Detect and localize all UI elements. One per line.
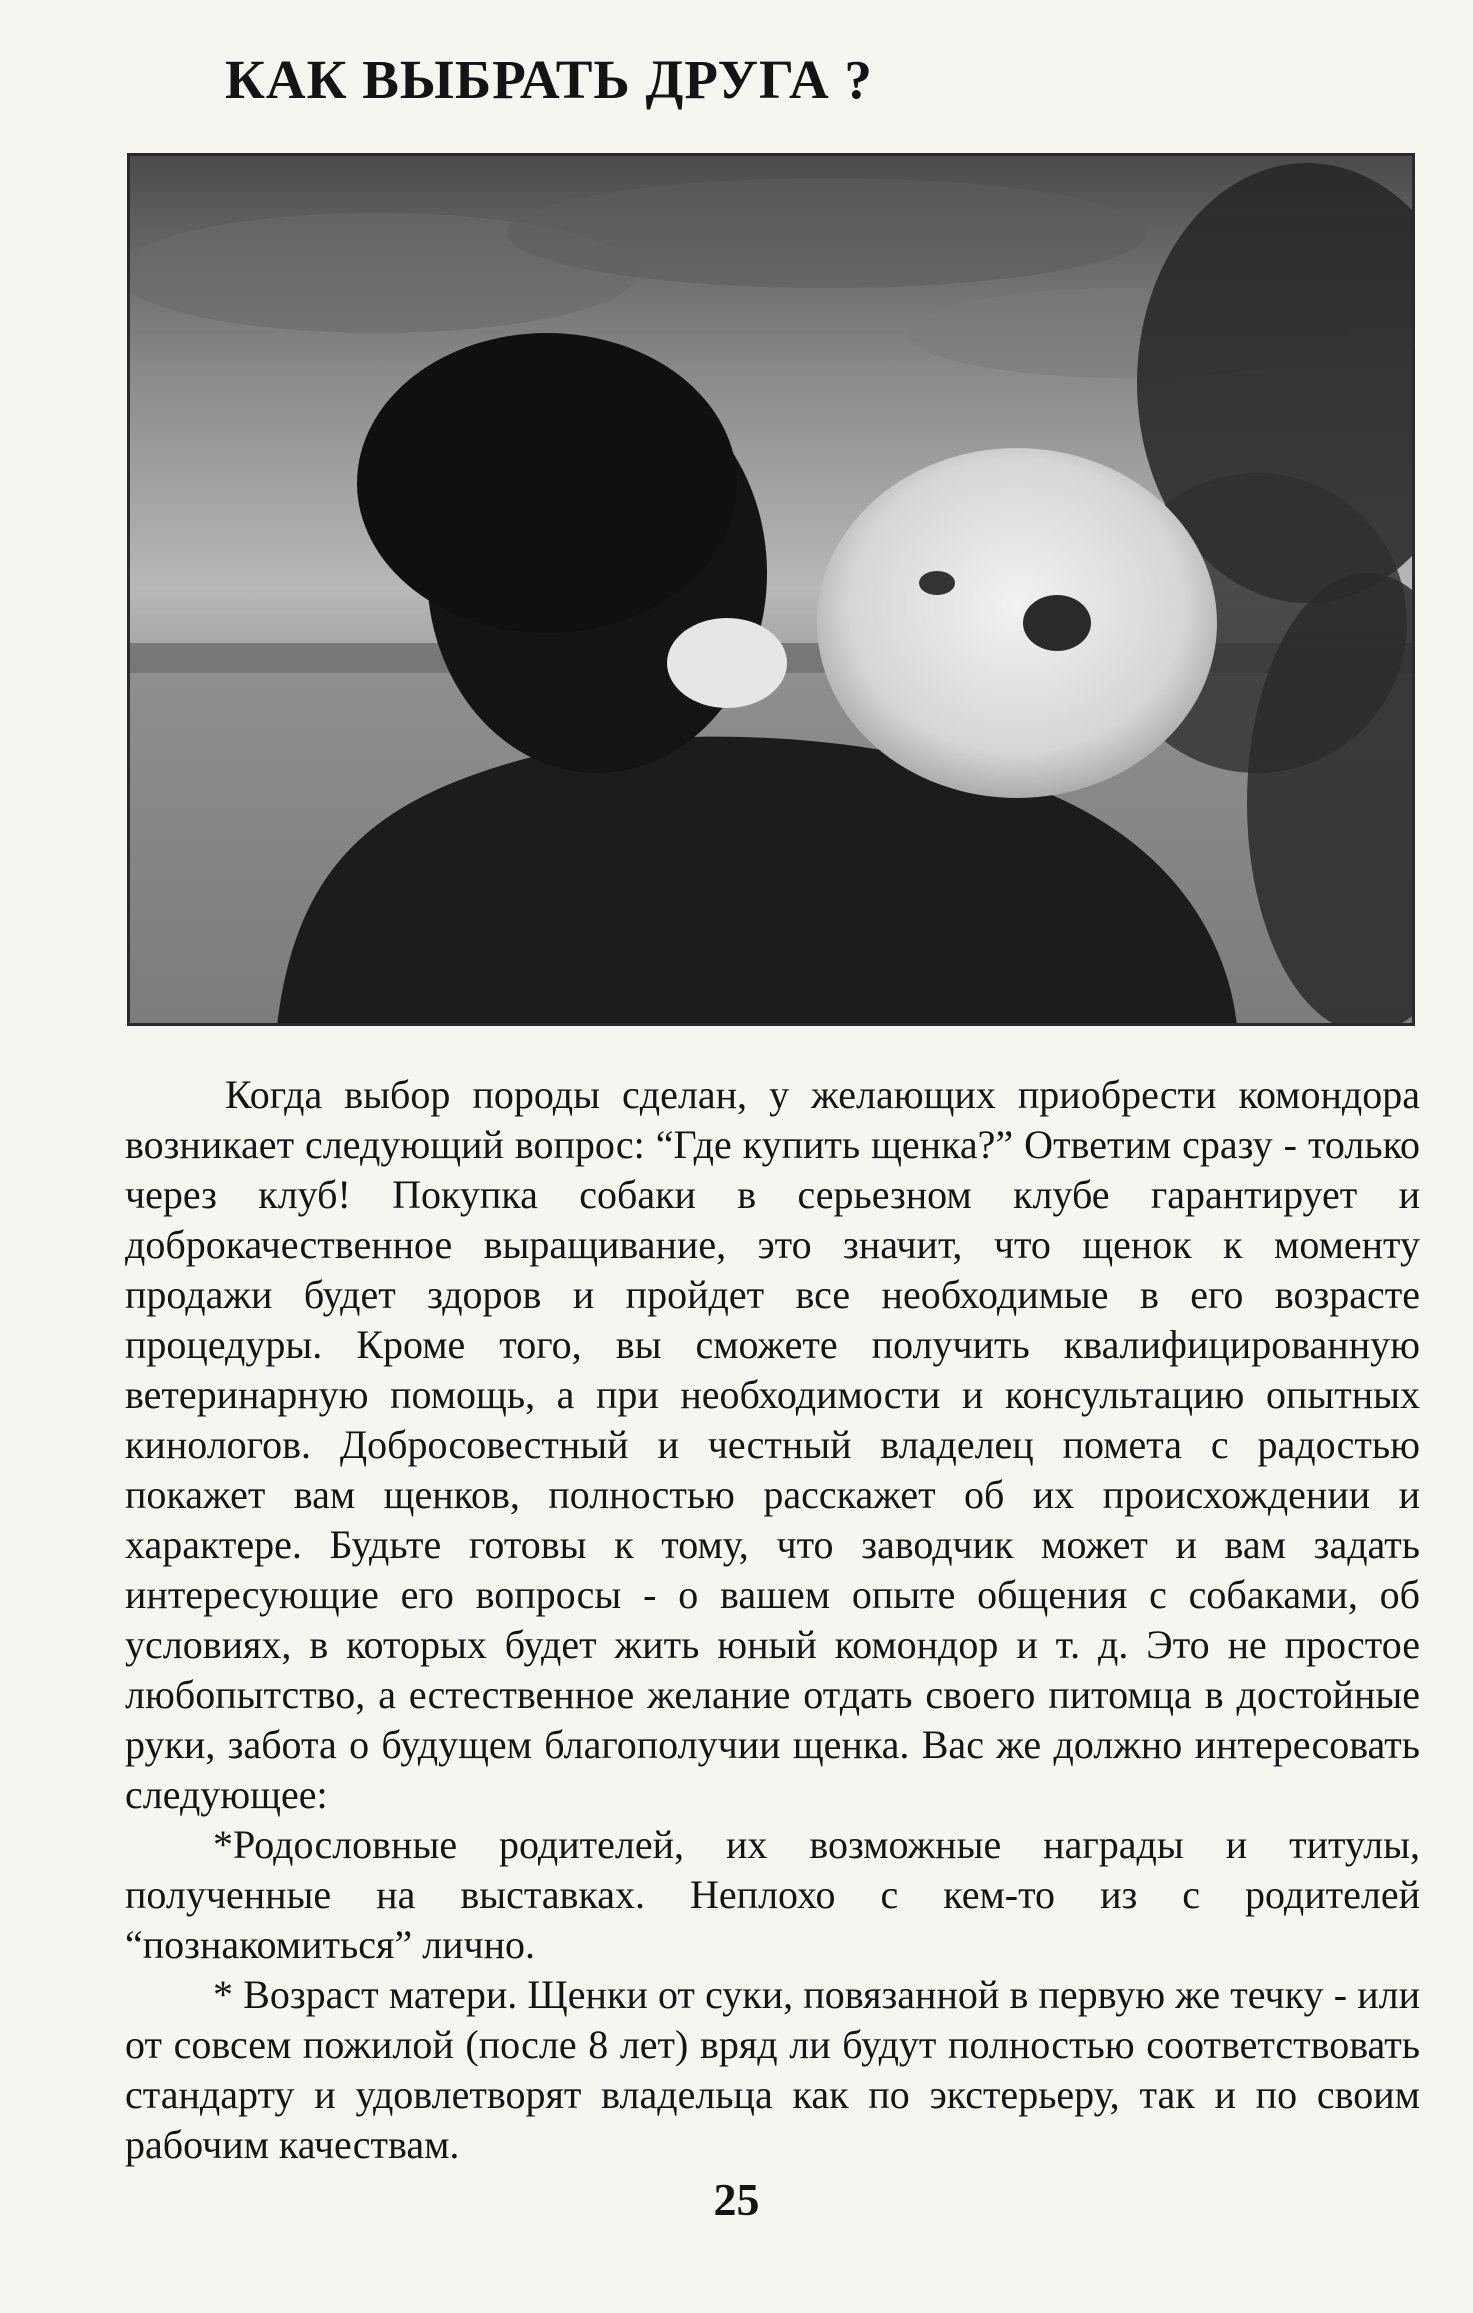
paragraph-mother-age: * Возраст матери. Щенки от суки, повязанной в первую же течку - или от совсем пожилой (после 8 лет) вряд ли будут полностью соответствовать стандарту и удовлетворят владельца как по экстерьеру, так и по своим рабочим качествам.: [125, 1972, 1420, 2167]
paragraph-intro: Когда выбор породы сделан, у желающих приобрести комондора возникает следующий вопрос: “Где купить щенка?” Ответим сразу - только через клуб! Покупка собаки в серьезном клубе гарантирует и доброкачественное выращивание, это значит, что щенок к моменту продажи будет здоров и пройдет все необходимые в его возрасте процедуры. Кроме того, вы сможете получить квалифицированную ветеринарную помощь, а при необходимости и консультацию опытных кинологов. Добросовестный и честный владелец помета с радостью покажет вам щенков, полностью расскажет об их происхождении и характере. Будьте готовы к тому, что заводчик может и вам задать интересующие его вопросы - о вашем опыте общения с собаками, об условиях, в которых будет жить юный комондор и т. д. Это не простое любопытство, а естественное желание отдать своего питомца в достойные руки, забота о будущем благополучии щенка. Вас же должно интересовать следующее:: [125, 1072, 1420, 1817]
paragraph-pedigree: *Родословные родителей, их возможные награды и титулы, полученные на выставках. Неплохо с кем-то из с родителей “познакомиться” лично.: [125, 1822, 1420, 1967]
body-text: [125, 1070, 1420, 2170]
photo-person-with-puppy: [127, 153, 1415, 1026]
page-title: КАК ВЫБРАТЬ ДРУГА ?: [225, 49, 873, 110]
page-number: 25: [713, 2174, 760, 2225]
